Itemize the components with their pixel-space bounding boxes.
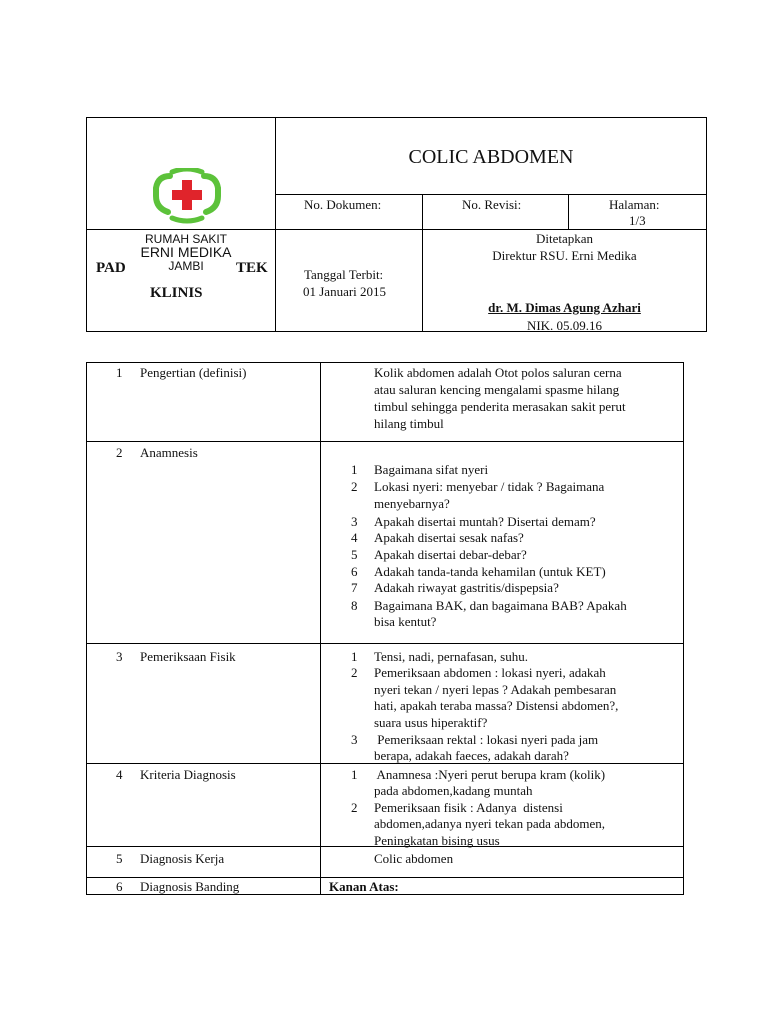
tanggal-value: 01 Januari 2015 [303,284,387,299]
list-item: Bagaimana sifat nyeri [374,462,489,477]
row-text-line: Kolik abdomen adalah Otot polos saluran cerna [374,365,622,380]
list-item: Tensi, nadi, pernafasan, suhu. [374,649,528,664]
list-item-number: 5 [351,547,358,562]
list-item: Pemeriksaan rektal : lokasi nyeri pada jam [374,732,599,747]
direktur-label: Direktur RSU. Erni Medika [492,248,637,263]
list-item-number: 7 [351,580,358,595]
signer-name: dr. M. Dimas Agung Azhari [488,300,641,315]
category-left: PAD [96,260,126,276]
list-item: hati, apakah teraba massa? Distensi abdomen?, [374,698,619,713]
list-item: bisa kentut? [374,614,437,629]
list-item: Peningkatan bising usus [374,833,500,848]
document-title: COLIC ABDOMEN [408,146,574,168]
list-item: Anamnesa :Nyeri perut berupa kram (kolik) [374,767,606,782]
list-item-number: 6 [351,564,358,579]
list-item: pada abdomen,kadang muntah [374,783,533,798]
list-item-number: 1 [351,649,358,664]
list-item: Adakah riwayat gastritis/dispepsia? [374,580,559,595]
halaman-value: 1/3 [629,213,646,228]
row-number: 1 [116,365,123,380]
list-item-number: 1 [351,767,358,782]
list-item: Adakah tanda-tanda kehamilan (untuk KET) [374,564,606,579]
list-item: nyeri tekan / nyeri lepas ? Adakah pembesaran [374,682,617,697]
tanggal-label: Tanggal Terbit: [304,267,384,282]
no-dokumen-label: No. Dokumen: [304,197,382,212]
hospital-logo [140,168,232,273]
list-item: menyebarnya? [374,496,450,511]
nik-label: NIK. 05.09.16 [526,318,603,333]
list-item: Apakah disertai debar-debar? [374,547,527,562]
list-item-number: 3 [351,732,358,747]
row-label: Diagnosis Kerja [140,851,225,866]
row-text-line: Kanan Atas: [329,879,399,894]
row-number: 5 [116,851,123,866]
row-text-line: Colic abdomen [374,851,454,866]
logo-line-2: ERNI MEDIKA [140,244,232,260]
row-number: 4 [116,767,123,782]
list-item: Apakah disertai muntah? Disertai demam? [374,514,596,529]
row-label: Pemeriksaan Fisik [140,649,236,664]
list-item: Pemeriksaan abdomen : lokasi nyeri, adakah [374,665,606,680]
row-label: Diagnosis Banding [140,879,240,894]
list-item: Lokasi nyeri: menyebar / tidak ? Bagaimana [374,479,605,494]
list-item-number: 2 [351,665,358,680]
row-number: 6 [116,879,123,894]
list-item-number: 2 [351,479,358,494]
halaman-label: Halaman: [609,197,660,212]
row-number: 3 [116,649,123,664]
list-item-number: 8 [351,598,358,613]
list-item-number: 4 [351,530,358,545]
ditetapkan-label: Ditetapkan [535,231,594,246]
row-text-line: atau saluran kencing mengalami spasme hilang [374,382,620,397]
no-revisi-label: No. Revisi: [462,197,522,212]
logo-line-1: RUMAH SAKIT [144,232,227,246]
category-line-2: KLINIS [150,285,203,301]
row-number: 2 [116,445,123,460]
list-item: suara usus hiperaktif? [374,715,488,730]
list-item-number: 3 [351,514,358,529]
row-text-line: hilang timbul [374,416,444,431]
logo-line-3: JAMBI [168,259,204,273]
row-label: Anamnesis [140,445,198,460]
list-item: abdomen,adanya nyeri tekan pada abdomen, [374,816,606,831]
list-item: Apakah disertai sesak nafas? [374,530,524,545]
row-text-line: timbul sehingga penderita merasakan sakit perut [374,399,626,414]
list-item-number: 1 [351,462,358,477]
row-label: Kriteria Diagnosis [140,767,236,782]
list-item: berapa, adakah faeces, adakah darah? [374,748,569,763]
list-item: Bagaimana BAK, dan bagaimana BAB? Apakah [374,598,627,613]
category-right: TEK [236,260,268,276]
row-label: Pengertian (definisi) [140,365,247,380]
list-item: Pemeriksaan fisik : Adanya distensi [374,800,563,815]
list-item-number: 2 [351,800,358,815]
cross-logo-icon [146,168,228,224]
